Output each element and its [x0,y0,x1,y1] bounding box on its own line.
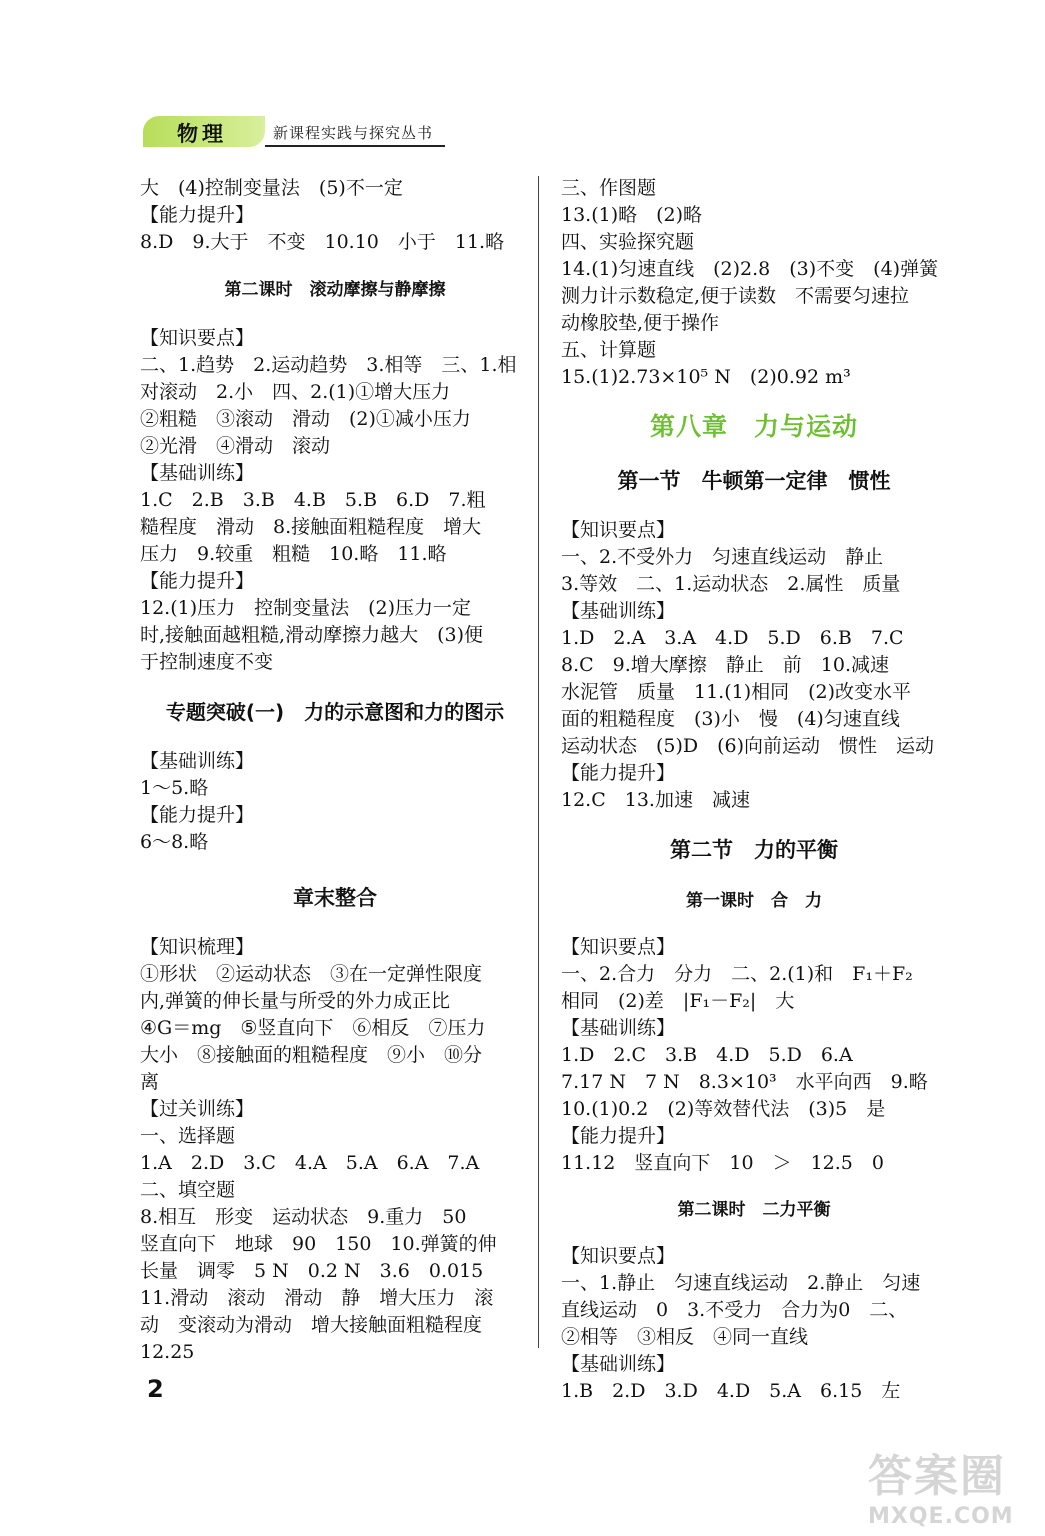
text-line: 一、1.静止 匀速直线运动 2.静止 匀速 [561,1272,921,1294]
text-line: 【基础训练】 [140,462,255,484]
header-underline [265,145,445,147]
text-line: 长量 调零 5 N 0.2 N 3.6 0.015 [140,1260,484,1282]
text-line: 二、填空题 [140,1179,236,1201]
right-block-1 [561,175,947,391]
text-line: 一、2.不受外力 匀速直线运动 静止 [561,546,884,568]
text-line: 1.D 2.C 3.B 4.D 5.D 6.A [561,1044,853,1066]
text-line: 离 [140,1071,160,1093]
right-column [561,175,947,1405]
watermark-text: 答案圈 [868,1451,1006,1502]
series-title: 新课程实践与探究丛书 [273,124,434,142]
text-line: 1.A 2.D 3.C 4.A 5.A 6.A 7.A [140,1152,480,1174]
text-line: 【知识要点】 [561,519,676,541]
page-header [143,116,448,150]
text-line: 12.C 13.加速 减速 [561,789,750,811]
text-line: 【知识要点】 [561,1245,676,1267]
text-line: 【能力提升】 [561,1125,676,1147]
text-line: 运动状态 (5)D (6)向前运动 惯性 运动 [561,735,935,757]
text-line: 一、2.合力 分力 二、2.(1)和 F₁＋F₂ [561,963,913,985]
text-line: 7.17 N 7 N 8.3×10³ 水平向西 9.略 [561,1071,928,1093]
text-line: 【知识梳理】 [140,936,255,958]
lesson-title: 第二课时 二力平衡 [677,1200,831,1220]
text-line: 大 (4)控制变量法 (5)不一定 [140,177,403,199]
text-line: 测力计示数稳定,便于读数 不需要匀速拉 [561,285,910,307]
text-line: 二、1.趋势 2.运动趋势 3.相等 三、1.相 [140,354,517,376]
subject-label: 物理 [177,122,227,146]
left-block-3 [140,748,530,856]
right-block-4 [561,1243,947,1405]
text-line: 【能力提升】 [140,570,255,592]
right-block-3 [561,934,947,1177]
text-line: 【基础训练】 [140,750,255,772]
text-line: 14.(1)匀速直线 (2)2.8 (3)不变 (4)弹簧 [561,258,939,280]
text-line: 13.(1)略 (2)略 [561,204,703,226]
text-line: 压力 9.较重 粗糙 10.略 11.略 [140,543,447,565]
text-line: 三、作图题 [561,177,657,199]
text-line: 对滚动 2.小 四、2.(1)①增大压力 [140,381,451,403]
column-divider [538,176,539,1348]
text-line: 8.D 9.大于 不变 10.10 小于 11.略 [140,231,505,253]
page-number: 2 [147,1375,164,1403]
left-block-1 [140,175,530,256]
text-line: ②粗糙 ③滚动 滑动 (2)①减小压力 [140,408,471,430]
text-line: 8.C 9.增大摩擦 静止 前 10.减速 [561,654,890,676]
text-line: 【基础训练】 [561,1353,676,1375]
text-line: 相同 (2)差 |F₁－F₂| 大 [561,990,795,1012]
text-line: 【能力提升】 [140,804,255,826]
text-line: 6～8.略 [140,831,209,853]
text-line: ①形状 ②运动状态 ③在一定弹性限度 [140,963,483,985]
text-line: 【能力提升】 [561,762,676,784]
text-line: ④G＝mg ⑤竖直向下 ⑥相反 ⑦压力 [140,1017,486,1039]
text-line: 1.D 2.A 3.A 4.D 5.D 6.B 7.C [561,627,904,649]
section-title: 第二节 力的平衡 [670,838,838,862]
text-line: 大小 ⑧接触面的粗糙程度 ⑨小 ⑩分 [140,1044,483,1066]
right-block-2 [561,517,947,814]
text-line: 【知识要点】 [140,327,255,349]
text-line: 四、实验探究题 [561,231,695,253]
text-line: 【基础训练】 [561,600,676,622]
text-line: 时,接触面越粗糙,滑动摩擦力越大 (3)便 [140,624,483,646]
chapter-title: 第八章 力与运动 [649,412,858,441]
text-line: 【能力提升】 [140,204,255,226]
left-block-2 [140,325,530,676]
text-line: 11.滑动 滚动 滑动 静 增大压力 滚 [140,1287,494,1309]
text-line: 面的粗糙程度 (3)小 慢 (4)匀速直线 [561,708,900,730]
text-line: 8.相互 形变 运动状态 9.重力 50 [140,1206,467,1228]
section-title: 第一节 牛顿第一定律 惯性 [617,469,891,493]
text-line: 糙程度 滑动 8.接触面粗糙程度 增大 [140,516,482,538]
topic-title: 专题突破(一) 力的示意图和力的图示 [165,700,505,724]
text-line: 【知识要点】 [561,936,676,958]
lesson-title: 第二课时 滚动摩擦与静摩擦 [224,280,446,300]
text-line: 动 变滚动为滑动 增大接触面粗糙程度 [140,1314,483,1336]
text-line: 五、计算题 [561,339,657,361]
text-line: 于控制速度不变 [140,651,274,673]
text-line: 15.(1)2.73×10⁵ N (2)0.92 m³ [561,366,851,388]
subject-badge [143,116,265,147]
text-line: 1.C 2.B 3.B 4.B 5.B 6.D 7.粗 [140,489,486,511]
text-line: 一、选择题 [140,1125,236,1147]
text-line: 直线运动 0 3.不受力 合力为0 二、 [561,1299,908,1321]
section-title: 章末整合 [293,886,377,910]
text-line: 竖直向下 地球 90 150 10.弹簧的伸 [140,1233,497,1255]
left-column [140,175,530,1366]
text-line: 动橡胶垫,便于操作 [561,312,720,334]
text-line: ②光滑 ④滑动 滚动 [140,435,331,457]
text-line: 【基础训练】 [561,1017,676,1039]
text-line: 3.等效 二、1.运动状态 2.属性 质量 [561,573,901,595]
text-line: 1～5.略 [140,777,209,799]
text-line: 水泥管 质量 11.(1)相同 (2)改变水平 [561,681,912,703]
left-block-4 [140,934,530,1366]
watermark-url: MXQE.COM [868,1504,1014,1529]
lesson-title: 第一课时 合 力 [686,891,822,911]
text-line: 【过关训练】 [140,1098,255,1120]
text-line: 1.B 2.D 3.D 4.D 5.A 6.15 左 [561,1380,901,1402]
watermark [868,1440,1038,1530]
text-line: 10.(1)0.2 (2)等效替代法 (3)5 是 [561,1098,886,1120]
text-line: 内,弹簧的伸长量与所受的外力成正比 [140,990,451,1012]
text-line: 11.12 竖直向下 10 ＞ 12.5 0 [561,1152,884,1174]
text-line: 12.25 [140,1341,195,1363]
text-line: ②相等 ③相反 ④同一直线 [561,1326,809,1348]
text-line: 12.(1)压力 控制变量法 (2)压力一定 [140,597,472,619]
